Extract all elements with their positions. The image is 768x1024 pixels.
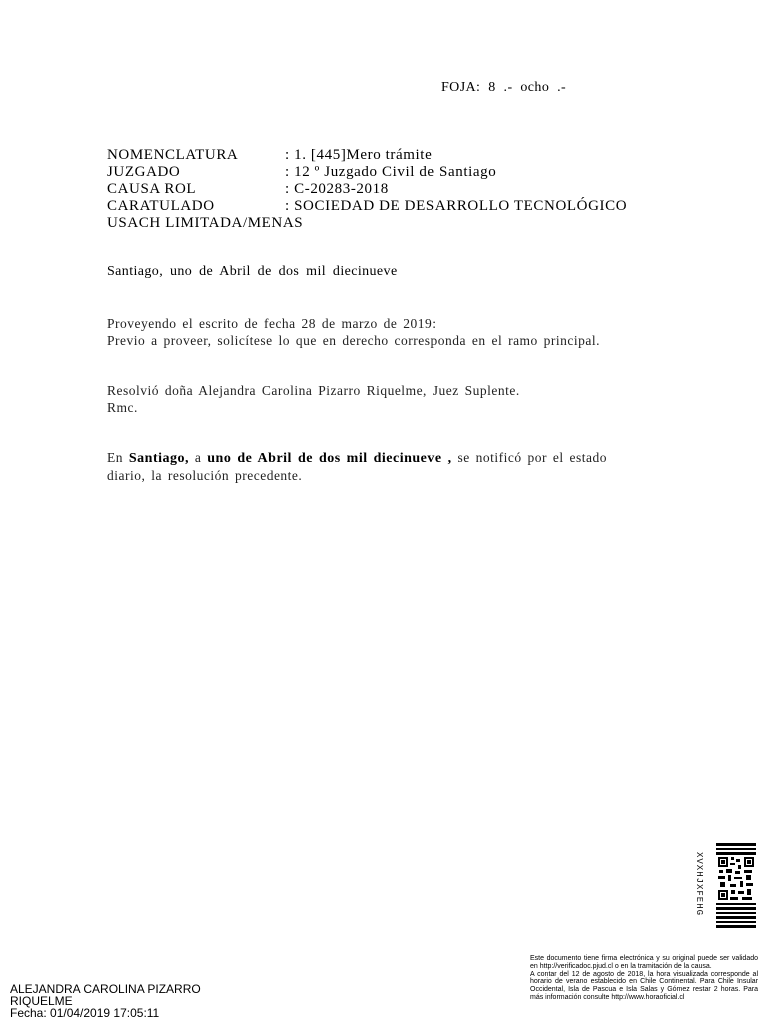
meta-value: : 12 º Juzgado Civil de Santiago xyxy=(285,164,497,180)
notification-line: diario, la resolución precedente. xyxy=(107,468,303,483)
resolution-line: Previo a proveer, solicítese lo que en derecho corresponda en el ramo principal. xyxy=(107,333,601,348)
meta-value: : 1. [445]Mero trámite xyxy=(285,147,433,163)
resolution-text xyxy=(107,315,600,349)
resolution-line: Proveyendo el escrito de fecha 28 de marzo de 2019: xyxy=(107,316,437,331)
signer-name-line2: RIQUELME xyxy=(10,994,73,1008)
notification-place: Santiago, xyxy=(128,451,189,466)
caratulado-continuation: USACH LIMITADA/MENAS xyxy=(107,215,304,231)
resolved-by-line: Resolvió doña Alejandra Carolina Pizarro Riquelme, Juez Suplente. xyxy=(107,383,520,398)
notification-prefix: En xyxy=(107,450,129,465)
signer-name-line1: ALEJANDRA CAROLINA PIZARRO xyxy=(10,982,201,996)
electronic-signature-notice xyxy=(530,955,758,1002)
notice-paragraph: Este documento tiene firma electrónica y su original puede ser validado en http://verificadoc.pjud.cl o en la tramitación de la causa. xyxy=(530,955,758,970)
document-date: Santiago, uno de Abril de dos mil diecinueve xyxy=(107,264,398,279)
notification-line xyxy=(107,449,607,467)
meta-label: CARATULADO xyxy=(107,198,215,214)
verification-barcode-icon xyxy=(716,843,756,931)
notification-text xyxy=(107,449,607,484)
signature-date: Fecha: 01/04/2019 17:05:11 xyxy=(10,1006,160,1020)
notification-suffix: se notificó por el estado xyxy=(451,450,607,465)
meta-label: JUZGADO xyxy=(107,164,181,180)
initials: Rmc. xyxy=(107,400,138,415)
notification-date: uno de Abril de dos mil diecinueve , xyxy=(207,451,452,466)
foja-number: FOJA: 8 .- ocho .- xyxy=(441,80,567,95)
notification-mid: a xyxy=(189,450,208,465)
meta-value: : C-20283-2018 xyxy=(285,181,389,197)
notice-paragraph: A contar del 12 de agosto de 2018, la hora visualizada corresponde al horario de verano establecido en Chile Continental. Para Chile Insular Occidental, Isla de Pascua e Isla Salas y Gómez restar 2 horas. Para más información consulte http://www.horaoficial.cl xyxy=(530,970,758,1001)
meta-value: : SOCIEDAD DE DESARROLLO TECNOLÓGICO xyxy=(285,198,628,214)
resolved-by-text xyxy=(107,382,520,416)
meta-label: NOMENCLATURA xyxy=(107,147,239,163)
meta-label: CAUSA ROL xyxy=(107,181,197,197)
verification-code: XVXHJXFEHG xyxy=(694,852,704,917)
